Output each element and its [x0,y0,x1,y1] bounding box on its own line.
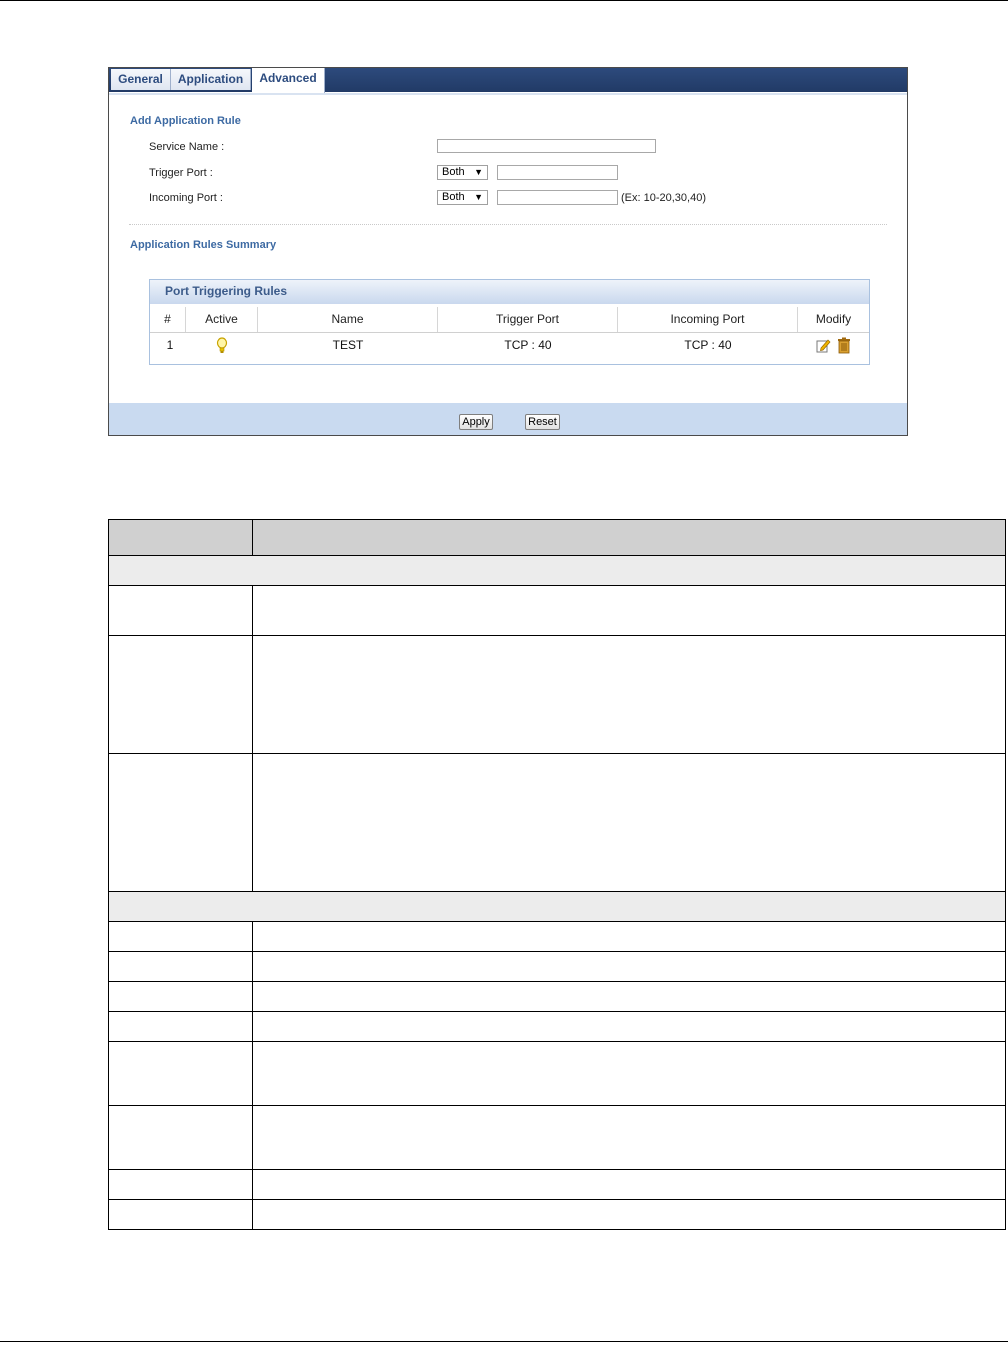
trigger-port-label: Trigger Port : [149,167,213,179]
incoming-protocol-value: Both [442,191,465,203]
row-divider [108,635,1006,636]
column-header: Incoming Port [618,307,798,332]
column-divider [252,585,253,891]
trigger-port-input[interactable] [497,165,618,180]
column-header: Name [258,307,438,332]
row-divider [108,753,1006,754]
column-header: Modify [815,312,852,326]
active-status-cell [186,334,258,356]
incoming-port-hint: (Ex: 10-20,30,40) [621,192,706,204]
edit-icon[interactable] [816,338,831,353]
apply-button[interactable]: Apply [459,414,493,430]
trigger-protocol-value: Both [442,166,465,178]
trash-icon[interactable] [837,337,851,354]
row-divider [108,921,1006,922]
row-divider [108,1199,1006,1200]
rule-incoming-port: TCP : 40 [684,338,732,352]
app-window [108,67,908,436]
table-header-row [108,519,1006,555]
header-divider [150,332,869,333]
tab-general[interactable]: General [111,69,171,90]
column-divider [252,519,253,555]
row-divider [108,1041,1006,1042]
incoming-port-input[interactable] [497,190,618,205]
row-divider [108,555,1006,556]
tab-application[interactable]: Application [171,69,251,90]
chevron-down-icon: ▼ [474,167,483,177]
table-border [1005,519,1006,1230]
chevron-down-icon: ▼ [474,192,483,202]
section-divider [129,224,887,225]
table-border [108,1229,1006,1230]
column-divider [252,921,253,1230]
rule-trigger-port: TCP : 40 [504,338,552,352]
column-header: Trigger Port [438,307,618,332]
tab-advanced[interactable]: Advanced [252,68,325,93]
page-bottom-rule [0,1341,1008,1342]
table-border [108,519,109,1230]
row-index: 1 [166,338,174,352]
rule-name: TEST [332,338,364,352]
add-rule-title: Add Application Rule [130,115,241,127]
page-top-rule [0,0,1008,1]
footer-bar [109,403,907,435]
row-divider [108,585,1006,586]
incoming-port-label: Incoming Port : [149,192,223,204]
row-divider [108,951,1006,952]
description-table [108,519,1006,1230]
column-header: Active [186,307,258,332]
section-row [108,555,1006,585]
service-name-label: Service Name : [149,141,225,153]
reset-button[interactable]: Reset [525,414,560,430]
row-divider [108,1105,1006,1106]
row-divider [108,1169,1006,1170]
row-divider [108,981,1006,982]
column-header: # [150,307,186,332]
incoming-protocol-select[interactable] [437,190,488,205]
lightbulb-icon[interactable] [216,337,228,355]
service-name-input[interactable] [437,139,656,153]
tab-underline [109,93,907,95]
table-title: Port Triggering Rules [165,284,288,298]
port-triggering-table [149,279,870,365]
row-divider [108,891,1006,892]
modify-cell [798,334,869,356]
row-divider [108,1011,1006,1012]
section-row [108,891,1006,921]
table-border [108,519,1006,520]
summary-title: Application Rules Summary [130,239,277,251]
trigger-protocol-select[interactable] [437,165,488,180]
